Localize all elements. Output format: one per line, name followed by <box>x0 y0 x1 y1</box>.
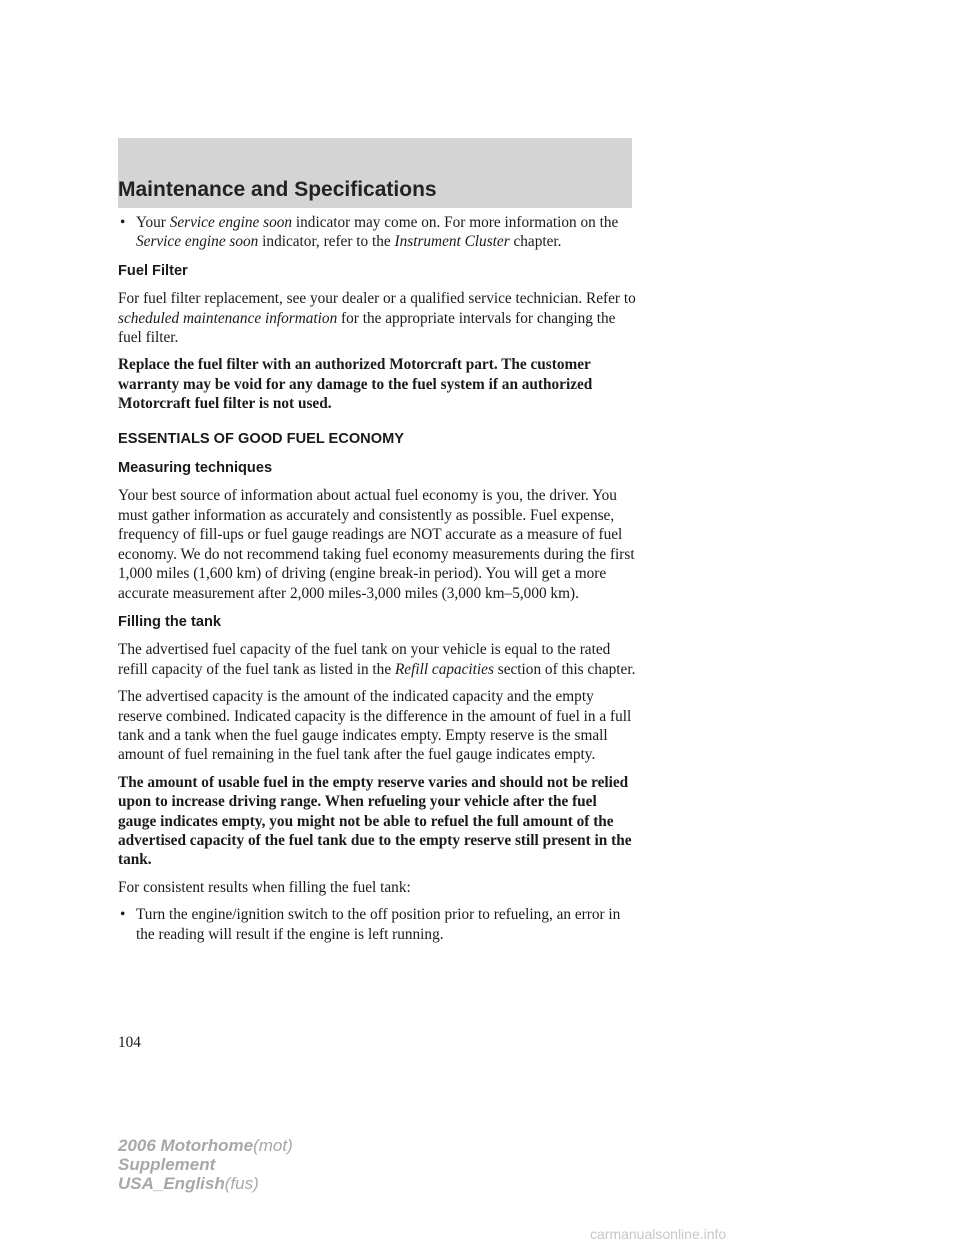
paragraph-consistent-results: For consistent results when filling the fuel tank: <box>118 878 411 896</box>
footer-line-1: 2006 Motorhome(mot) <box>118 1136 293 1155</box>
heading-fuel-filter: Fuel Filter <box>118 262 188 279</box>
footer-line-3: USA_English(fus) <box>118 1174 259 1193</box>
paragraph-fuel-filter: For fuel filter replacement, see your dealer or a qualified service technician. Refer to scheduled maintenance information for the appropriate intervals for changing the fuel filter. <box>118 290 636 347</box>
paragraph-advertised-capacity: The advertised fuel capacity of the fuel tank on your vehicle is equal to the rated refill capacity of the fuel tank as listed in the Refill capacities section of this chapter. <box>118 641 636 678</box>
document-footer <box>118 1136 293 1193</box>
paragraph-indicated-capacity: The advertised capacity is the amount of the indicated capacity and the empty reserve combined. Indicated capacity is the difference in the amount of fuel in a full tank and a tank when the fuel gauge indicates empty. Empty reserve is the small amount of fuel remaining in the fuel tank after the fuel gauge indicates empty. <box>118 688 632 764</box>
heading-measuring-techniques: Measuring techniques <box>118 460 273 477</box>
page-content <box>118 213 638 944</box>
paragraph-measuring: Your best source of information about actual fuel economy is you, the driver. You must gather information as accurately and consistently as possible. Fuel expense, frequency of fill-ups or fuel gauge readings are NOT accurate as a measure of fuel economy. We do not recommend taking fuel economy measurements during the first 1,000 miles (1,600 km) of driving (engine break-in period). You will get a more accurate measurement after 2,000 miles-3,000 miles (3,000 km–5,000 km). <box>118 487 635 602</box>
bullet-icon: • <box>120 214 126 231</box>
heading-essentials: ESSENTIALS OF GOOD FUEL ECONOMY <box>118 430 404 447</box>
page-number: 104 <box>118 1034 141 1051</box>
list-item-service-engine-soon: • Your Service engine soon indicator may come on. For more information on the Service engine soon indicator, refer to the Instrument Cluster chapter. <box>120 214 619 251</box>
bullet-icon: • <box>120 906 126 924</box>
warning-empty-reserve: The amount of usable fuel in the empty reserve varies and should not be relied upon to increase driving range. When refueling your vehicle after the fuel gauge indicates empty, you might not be able to refuel the full amount of the advertised capacity of the fuel tank due to the empty reserve still present in the tank. <box>118 773 632 869</box>
list-item-engine-off: • Turn the engine/ignition switch to the off position prior to refueling, an error in the reading will result if the engine is left running. <box>120 906 621 943</box>
footer-line-2: Supplement <box>118 1155 216 1174</box>
watermark: carmanualsonline.info <box>590 1226 727 1242</box>
heading-filling-the-tank: Filling the tank <box>118 613 221 630</box>
warning-fuel-filter: Replace the fuel filter with an authorized Motorcraft part. The customer warranty may be void for any damage to the fuel system if an authorized Motorcraft fuel filter is not used. <box>118 356 593 413</box>
section-title: Maintenance and Specifications <box>118 178 437 201</box>
